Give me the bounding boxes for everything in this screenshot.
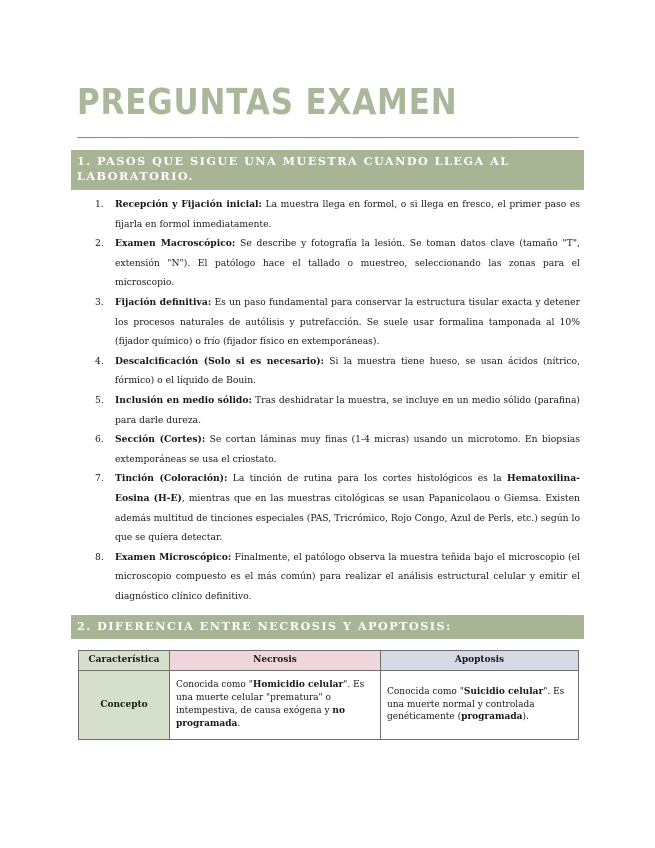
step-term: Descalcificación (Solo si es necesario): — [115, 355, 325, 367]
step-text: Tras deshidratar la muestra, se incluye en un medio sólido (parafina) para darle dureza. — [115, 394, 581, 426]
list-number: 1. — [95, 199, 104, 210]
step-term: Tinción (Coloración): — [115, 473, 228, 485]
step-text-secondary: , mientras que en las muestras citológicas se usan Papanicolaou o Giemsa. Existen además multitud de tinciones especiales (PAS, Tricrómico, Rojo Congo, Azul de Perls, etc.) según lo que se quiera detectar. — [115, 492, 580, 544]
cell-necrosis-concepto — [170, 671, 381, 740]
list-item — [90, 352, 580, 391]
step-text: Se describe y fotografía la lesión. Se toman datos clave (tamaño "T", extensión "N"). El patólogo hace el tallado o muestreo, seleccionando las zonas para el microscopio. — [115, 238, 580, 289]
list-item — [90, 430, 580, 469]
cell-text: . — [237, 718, 241, 729]
step-text: Se cortan láminas muy finas (1-4 micras) usando un microtomo. En biopsias extemporáneas se usa el criostato. — [115, 434, 581, 465]
cell-text: ". Es una muerte celular "prematura" o intempestiva, de causa exógena y — [176, 680, 365, 716]
step-term: Inclusión en medio sólido: — [115, 394, 252, 406]
list-number: 8. — [95, 551, 104, 563]
section-1-heading: 1. PASOS QUE SIGUE UNA MUESTRA CUANDO LLEGA AL LABORATORIO. — [71, 150, 584, 190]
list-item — [90, 391, 580, 430]
step-text: Finalmente, el patólogo observa la muestra teñida bajo el microscopio (el microscopio compuesto es el más común) para realizar el análisis estructural celular y emitir el diagnóstico clínico definitivo. — [115, 551, 580, 602]
header-necrosis: Necrosis — [170, 651, 381, 671]
comparison-table — [78, 650, 579, 740]
header-apoptosis: Apoptosis — [381, 651, 579, 671]
list-number: 5. — [95, 394, 104, 406]
section-2-heading: 2. DIFERENCIA ENTRE NECROSIS Y APOPTOSIS: — [71, 615, 584, 639]
list-item — [90, 234, 580, 293]
title-divider — [77, 137, 579, 138]
step-term-secondary: Hematoxilina-Eosina (H-E) — [115, 473, 580, 504]
cell-bold: no programada — [176, 706, 345, 729]
step-text: Es un paso fundamental para conservar la estructura tisular exacta y detener los procesos naturales de autólisis y putrefacción. Se suele usar formalina tamponada al 10% (fijador químico) o frío (fijador físico en extemporáneas). — [115, 296, 580, 348]
step-text: Si la muestra tiene hueso, se usan ácidos (nítrico, fórmico) o el líquido de Bouin. — [115, 355, 580, 387]
header-caracteristica: Característica — [79, 651, 170, 671]
step-term: Examen Macroscópico: — [115, 238, 236, 250]
list-item — [90, 195, 580, 234]
row-label-concepto: Concepto — [79, 671, 170, 740]
step-text: La muestra llega en formol, o si llega en fresco, el primer paso es fijarla en formol inmediatamente. — [115, 199, 580, 230]
cell-bold: Suicidio celular — [463, 686, 544, 697]
step-term: Fijación definitiva: — [115, 296, 212, 308]
cell-apoptosis-concepto — [381, 671, 579, 740]
step-term: Recepción y Fijación inicial: — [115, 199, 262, 210]
cell-bold: programada — [461, 712, 523, 723]
cell-text: Conocida como " — [387, 686, 464, 697]
list-item — [90, 548, 580, 607]
table-header-row — [79, 651, 579, 671]
step-text: La tinción de rutina para los cortes histológicos es la — [227, 473, 508, 485]
list-item — [90, 469, 580, 547]
cell-bold: Homicidio celular — [252, 680, 344, 691]
list-item — [90, 293, 580, 352]
list-number: 2. — [95, 238, 104, 250]
cell-text: ). — [522, 712, 529, 723]
cell-text: Conocida como " — [176, 680, 253, 691]
list-number: 4. — [95, 355, 104, 367]
list-number: 3. — [95, 296, 104, 308]
page-title: PREGUNTAS EXAMEN — [77, 82, 458, 123]
list-number: 7. — [95, 473, 104, 485]
table-row — [79, 671, 579, 740]
steps-list — [90, 195, 580, 606]
cell-text: ". Es una muerte normal y controlada genéticamente ( — [387, 686, 565, 723]
list-number: 6. — [95, 434, 104, 446]
step-term: Sección (Cortes): — [115, 434, 206, 446]
step-term: Examen Microscópico: — [115, 551, 232, 563]
